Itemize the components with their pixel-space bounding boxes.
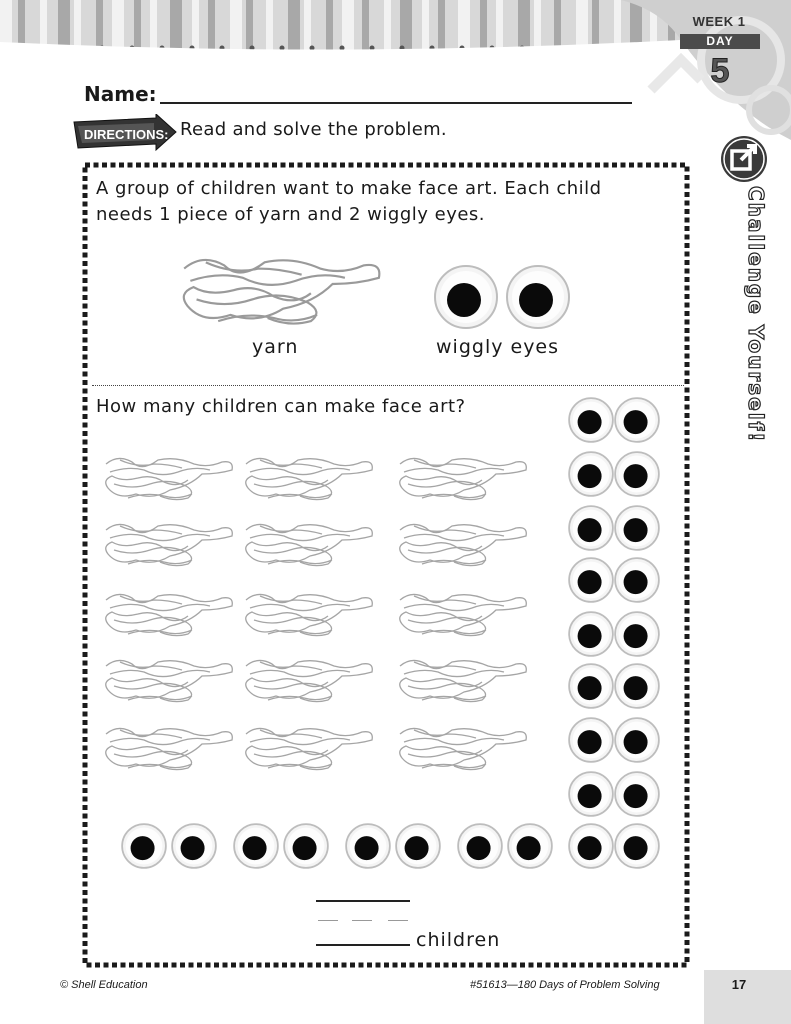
wiggly-eye [394, 822, 442, 870]
yarn-piece [98, 518, 238, 573]
day-number: 5 [710, 52, 730, 90]
challenge-icon [719, 134, 769, 184]
yarn-piece [238, 654, 378, 709]
directions-badge-text: DIRECTIONS: [84, 127, 169, 142]
yarn-piece [98, 654, 238, 709]
week-label: WEEK 1 [692, 14, 746, 29]
header-banner [0, 0, 680, 55]
yarn-caption: yarn [252, 336, 299, 358]
wiggly-eye [613, 770, 661, 818]
wiggly-eye [567, 450, 615, 498]
answer-dash [388, 920, 408, 921]
yarn-piece [392, 722, 532, 777]
wiggly-eye [613, 610, 661, 658]
question-text: How many children can make face art? [96, 396, 466, 417]
yarn-piece [98, 722, 238, 777]
yarn-piece [392, 452, 532, 507]
example-yarn-image [170, 250, 390, 335]
wiggly-eye [567, 556, 615, 604]
answer-top-line[interactable] [316, 900, 410, 902]
wiggly-eye [567, 396, 615, 444]
yarn-piece [392, 588, 532, 643]
directions-badge [72, 114, 178, 152]
example-wiggly-eye-2 [504, 263, 572, 331]
wiggly-eye [120, 822, 168, 870]
wiggly-eye [170, 822, 218, 870]
wiggly-eye [567, 610, 615, 658]
answer-dash [318, 920, 338, 921]
day-label: DAY [680, 34, 760, 49]
yarn-piece [392, 654, 532, 709]
answer-dash [352, 920, 372, 921]
wiggly-eye [613, 822, 661, 870]
challenge-yourself-label: Challenge Yourself! [744, 186, 768, 444]
yarn-piece [238, 722, 378, 777]
section-divider [92, 385, 684, 386]
problem-line-1: A group of children want to make face art. Each child [96, 178, 602, 199]
wiggly-eye [567, 716, 615, 764]
wiggly-eye [567, 822, 615, 870]
wiggly-eye [232, 822, 280, 870]
answer-unit-label: children [416, 929, 501, 951]
wiggly-eye [567, 770, 615, 818]
yarn-piece [238, 518, 378, 573]
wiggly-eye [613, 556, 661, 604]
yarn-piece [392, 518, 532, 573]
wiggly-eyes-caption: wiggly eyes [436, 336, 560, 358]
wiggly-eye [613, 504, 661, 552]
yarn-piece [238, 452, 378, 507]
yarn-piece [238, 588, 378, 643]
wiggly-eye [567, 662, 615, 710]
name-write-line[interactable] [160, 102, 632, 104]
answer-bottom-line[interactable] [316, 944, 410, 946]
name-label: Name: [84, 82, 157, 106]
wiggly-eye [613, 716, 661, 764]
wiggly-eye [613, 450, 661, 498]
directions-text: Read and solve the problem. [180, 119, 447, 140]
footer-book-title: #51613—180 Days of Problem Solving [470, 979, 660, 991]
wiggly-eye [506, 822, 554, 870]
yarn-piece [98, 452, 238, 507]
yarn-piece [98, 588, 238, 643]
wiggly-eye [456, 822, 504, 870]
page-number: 17 [731, 977, 747, 992]
wiggly-eye [613, 396, 661, 444]
problem-line-2: needs 1 piece of yarn and 2 wiggly eyes. [96, 204, 486, 225]
wiggly-eye [282, 822, 330, 870]
footer-copyright: © Shell Education [60, 979, 148, 991]
wiggly-eye [613, 662, 661, 710]
wiggly-eye [567, 504, 615, 552]
problem-statement [96, 176, 686, 228]
example-wiggly-eye-1 [432, 263, 500, 331]
wiggly-eye [344, 822, 392, 870]
